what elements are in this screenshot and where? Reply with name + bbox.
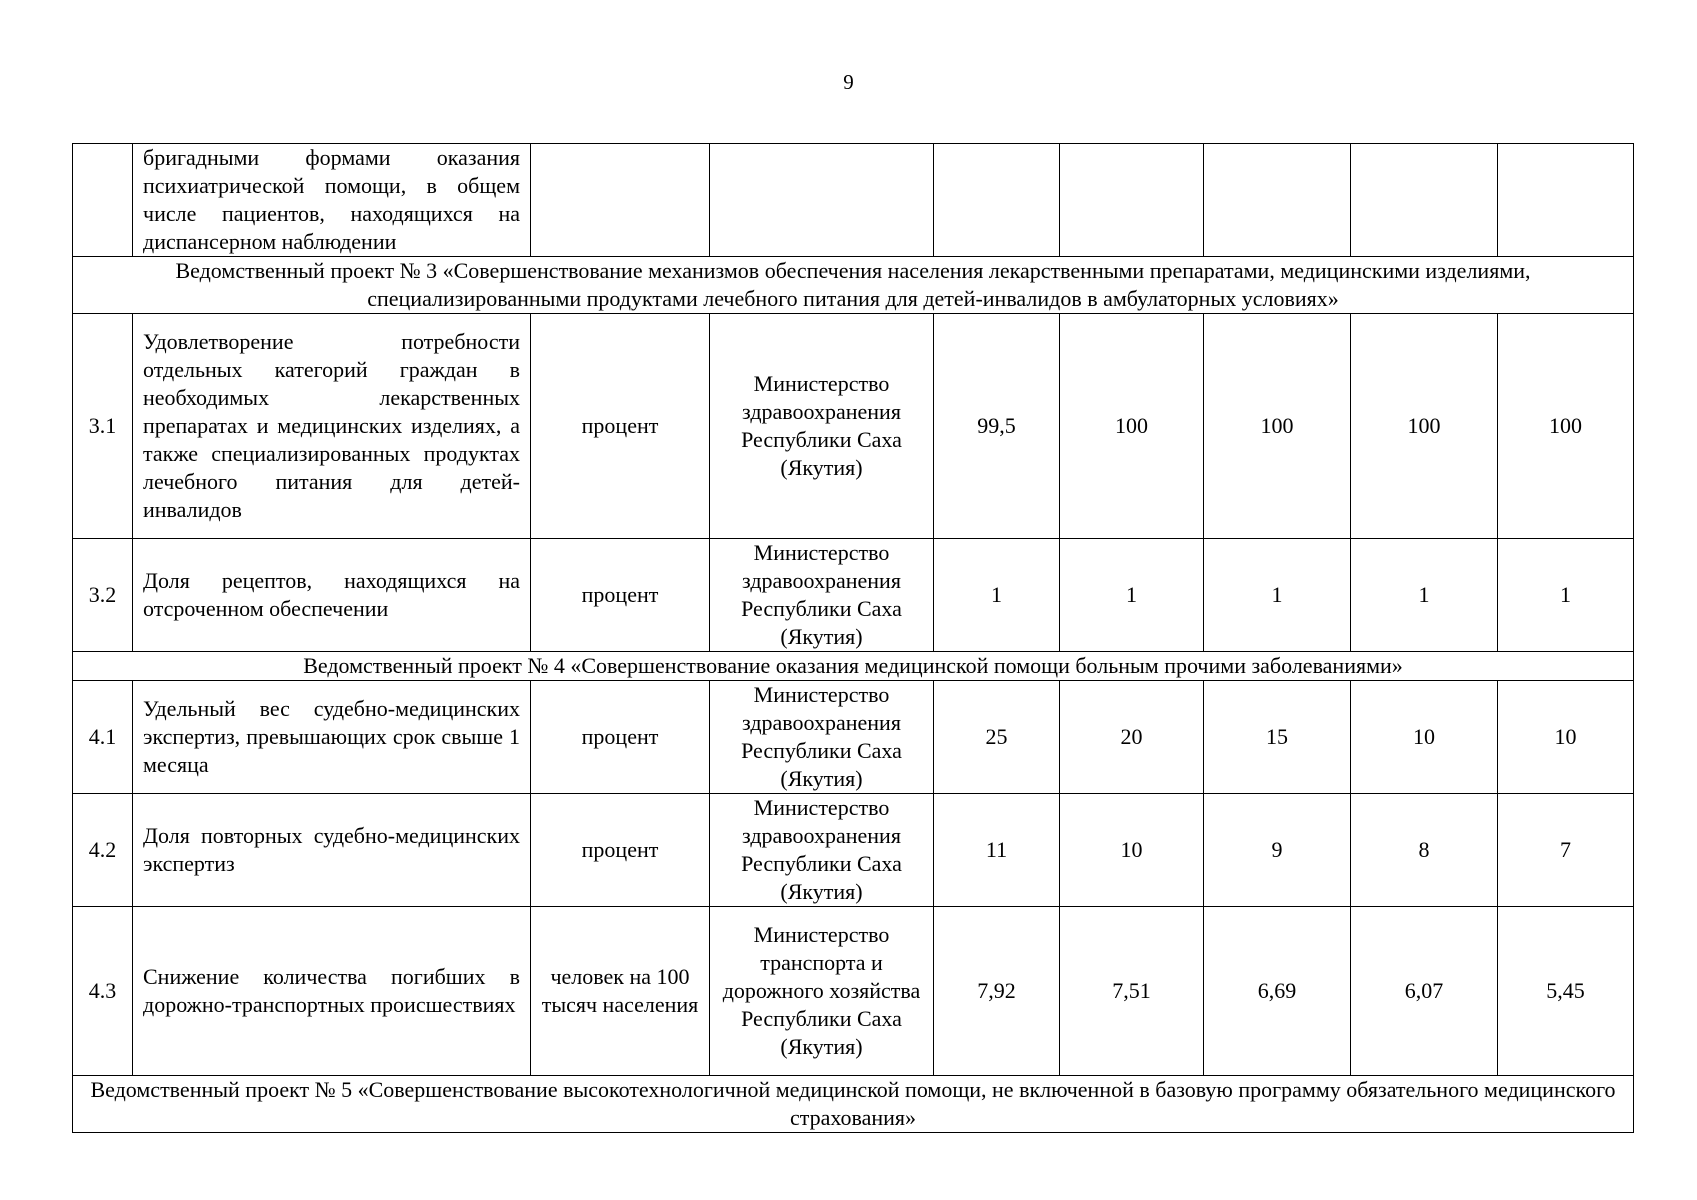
value-cell: 11 — [934, 794, 1060, 907]
value-cell: 100 — [1204, 314, 1351, 539]
page-number: 9 — [843, 70, 854, 94]
value-cell: 20 — [1060, 681, 1204, 794]
table-row — [73, 794, 1634, 907]
value-cell: 7,92 — [934, 907, 1060, 1076]
value-cell: 10 — [1351, 681, 1498, 794]
value-cell: 100 — [1060, 314, 1204, 539]
value-cell: 25 — [934, 681, 1060, 794]
row-number-cell — [73, 144, 133, 257]
value-cell — [1204, 144, 1351, 257]
responsible-cell: Министерство транспорта и дорожного хозяйства Республики Саха (Якутия) — [710, 907, 934, 1076]
unit-cell: человек на 100 тысяч населения — [531, 907, 710, 1076]
row-number: 4.3 — [73, 907, 133, 1076]
indicator-cell: Снижение количества погибших в дорожно-транспортных происшествиях — [133, 907, 531, 1076]
value-cell: 100 — [1351, 314, 1498, 539]
value-cell: 10 — [1060, 794, 1204, 907]
row-number: 4.2 — [73, 794, 133, 907]
table-row — [73, 539, 1634, 652]
value-cell — [1060, 144, 1204, 257]
unit-cell — [531, 144, 710, 257]
value-cell: 100 — [1498, 314, 1634, 539]
indicator-cell: Удовлетворение потребности отдельных категорий граждан в необходимых лекарственных препаратах и медицинских изделиях, а также специализированных продуктах лечебного питания для детей-инвалидов — [133, 314, 531, 539]
indicators-table — [72, 143, 1634, 1133]
value-cell: 1 — [1060, 539, 1204, 652]
unit-cell: процент — [531, 539, 710, 652]
value-cell: 1 — [934, 539, 1060, 652]
unit-cell: процент — [531, 794, 710, 907]
value-cell: 7,51 — [1060, 907, 1204, 1076]
responsible-cell: Министерство здравоохранения Республики Саха (Якутия) — [710, 681, 934, 794]
value-cell — [934, 144, 1060, 257]
indicator-cell: Доля рецептов, находящихся на отсроченном обеспечении — [133, 539, 531, 652]
indicator-cell: Доля повторных судебно-медицинских экспертиз — [133, 794, 531, 907]
section-title-project-4: Ведомственный проект № 4 «Совершенствование оказания медицинской помощи больным прочими заболеваниями» — [73, 652, 1634, 681]
responsible-cell — [710, 144, 934, 257]
table-row — [73, 314, 1634, 539]
value-cell: 1 — [1498, 539, 1634, 652]
section-row — [73, 1076, 1634, 1133]
section-title-project-5: Ведомственный проект № 5 «Совершенствование высокотехнологичной медицинской помощи, не включенной в базовую программу обязательного медицинского страхования» — [73, 1076, 1634, 1133]
section-title-project-3: Ведомственный проект № 3 «Совершенствование механизмов обеспечения населения лекарственными препаратами, медицинскими изделиями, специализированными продуктами лечебного питания для детей-инвалидов в амбулаторных условиях» — [73, 257, 1634, 314]
row-number: 4.1 — [73, 681, 133, 794]
value-cell: 10 — [1498, 681, 1634, 794]
indicator-cell: бригадными формами оказания психиатрической помощи, в общем числе пациентов, находящихся на диспансерном наблюдении — [133, 144, 531, 257]
responsible-cell: Министерство здравоохранения Республики Саха (Якутия) — [710, 794, 934, 907]
unit-cell: процент — [531, 314, 710, 539]
value-cell: 1 — [1204, 539, 1351, 652]
row-number: 3.2 — [73, 539, 133, 652]
value-cell: 6,07 — [1351, 907, 1498, 1076]
responsible-cell: Министерство здравоохранения Республики Саха (Якутия) — [710, 314, 934, 539]
responsible-cell: Министерство здравоохранения Республики Саха (Якутия) — [710, 539, 934, 652]
indicator-cell: Удельный вес судебно-медицинских экспертиз, превышающих срок свыше 1 месяца — [133, 681, 531, 794]
value-cell: 5,45 — [1498, 907, 1634, 1076]
value-cell: 6,69 — [1204, 907, 1351, 1076]
unit-cell: процент — [531, 681, 710, 794]
row-number: 3.1 — [73, 314, 133, 539]
table-row — [73, 907, 1634, 1076]
section-row — [73, 257, 1634, 314]
value-cell: 99,5 — [934, 314, 1060, 539]
value-cell: 1 — [1351, 539, 1498, 652]
value-cell — [1351, 144, 1498, 257]
value-cell: 8 — [1351, 794, 1498, 907]
section-row — [73, 652, 1634, 681]
value-cell: 15 — [1204, 681, 1351, 794]
value-cell: 9 — [1204, 794, 1351, 907]
value-cell: 7 — [1498, 794, 1634, 907]
value-cell — [1498, 144, 1634, 257]
table-row — [73, 144, 1634, 257]
table-row — [73, 681, 1634, 794]
